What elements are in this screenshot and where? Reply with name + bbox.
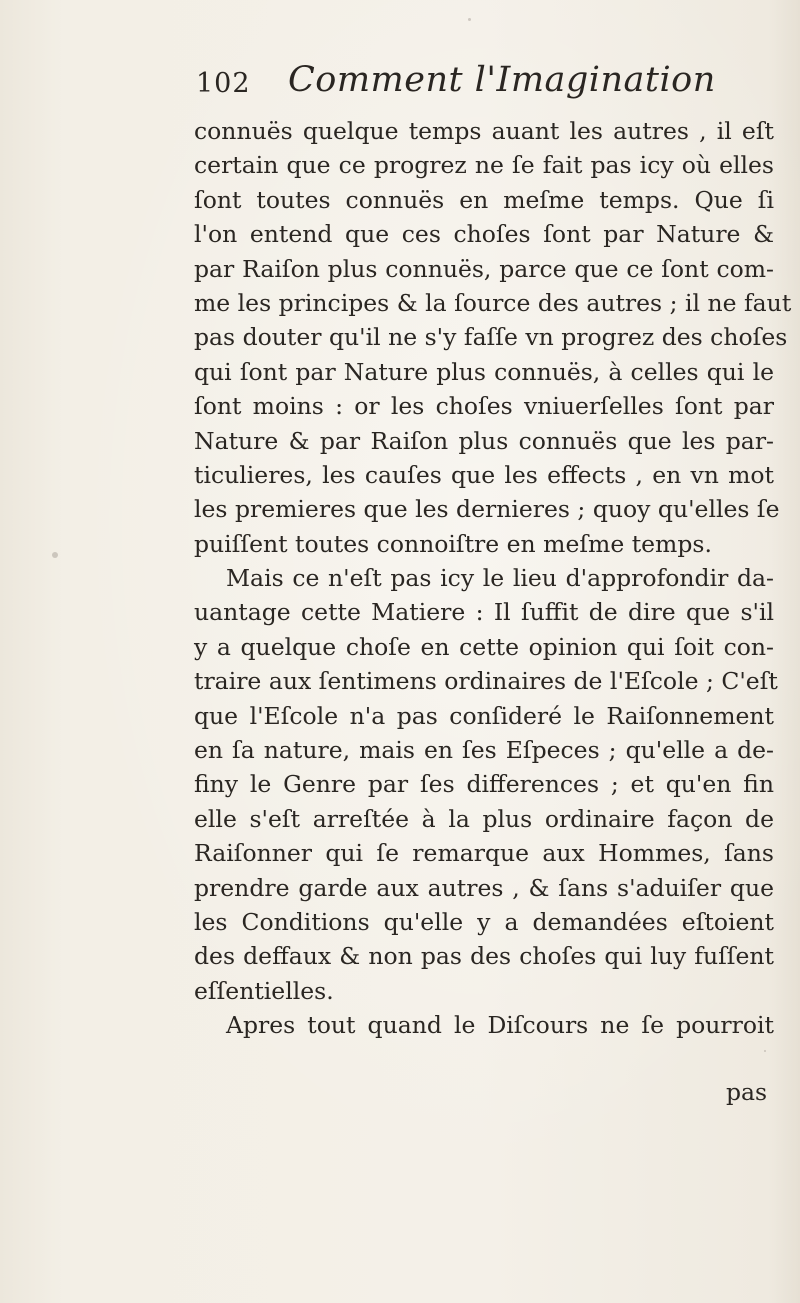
catchword: pas	[726, 1078, 768, 1106]
text-line: Apres tout quand le Diſcours ne ſe pourroit	[226, 1011, 774, 1040]
page-number: 102	[196, 68, 251, 99]
text-line: que l'Eſcole n'a pas conſideré le Raiſonnement	[194, 701, 774, 730]
page-header	[196, 60, 796, 120]
text-line: y a quelque choſe en cette opinion qui ſoit con-	[194, 632, 774, 661]
paper-speck	[468, 18, 471, 21]
text-line: par Raiſon plus connuës, parce que ce ſont com-	[194, 254, 774, 283]
paper-speck	[52, 552, 58, 558]
text-line: ſont moins : or les choſes vniuerſelles ſont par	[194, 392, 774, 421]
text-line: qui ſont par Nature plus connuës, à celles qui le	[194, 357, 774, 386]
text-line: elle s'eſt arreſtée à la plus ordinaire façon de	[194, 804, 774, 833]
text-line: les premieres que les dernieres ; quoy qu'elles ſe	[194, 495, 780, 524]
text-line: des deffaux & non pas des choſes qui luy fuſſent	[194, 942, 774, 971]
text-line: connuës quelque temps auant les autres , il eſt	[194, 117, 774, 145]
text-line: l'on entend que ces choſes ſont par Nature &	[194, 220, 774, 249]
text-line: me les principes & la ſource des autres ; il ne faut	[194, 288, 792, 317]
text-line: en ſa nature, mais en ſes Eſpeces ; qu'elle a de-	[194, 736, 774, 765]
text-line: les Conditions qu'elle y a demandées eſtoient	[194, 907, 774, 936]
text-line: eſſentielles.	[194, 976, 334, 1005]
running-title: Comment l'Imagination	[288, 60, 716, 100]
text-line: Mais ce n'eſt pas icy le lieu d'approfondir da-	[226, 564, 774, 593]
text-line: ticulieres, les cauſes que les effects , en vn mot	[194, 460, 774, 489]
body-text	[194, 114, 792, 1043]
text-line: pas douter qu'il ne s'y faſſe vn progrez des choſes	[194, 323, 788, 352]
text-line: traire aux ſentimens ordinaires de l'Eſcole ; C'eſt	[194, 667, 778, 696]
text-line: puiſſent toutes connoiſtre en meſme temps.	[194, 529, 712, 558]
text-line: prendre garde aux autres , & ſans s'aduiſer que	[194, 873, 774, 902]
text-line: Nature & par Raiſon plus connuës que les par-	[194, 426, 774, 455]
text-line: uantage cette Matiere : Il ſuffit de dire que s'il	[194, 598, 774, 627]
text-line: finy le Genre par ſes differences ; et qu'en fin	[194, 770, 774, 799]
text-line: Raiſonner qui ſe remarque aux Hommes, ſans	[194, 839, 774, 868]
text-line: ſont toutes connuës en meſme temps. Que ſi	[194, 185, 774, 214]
text-line: certain que ce progrez ne ſe fait pas icy où elles	[194, 151, 774, 180]
paper-speck	[764, 1050, 766, 1052]
